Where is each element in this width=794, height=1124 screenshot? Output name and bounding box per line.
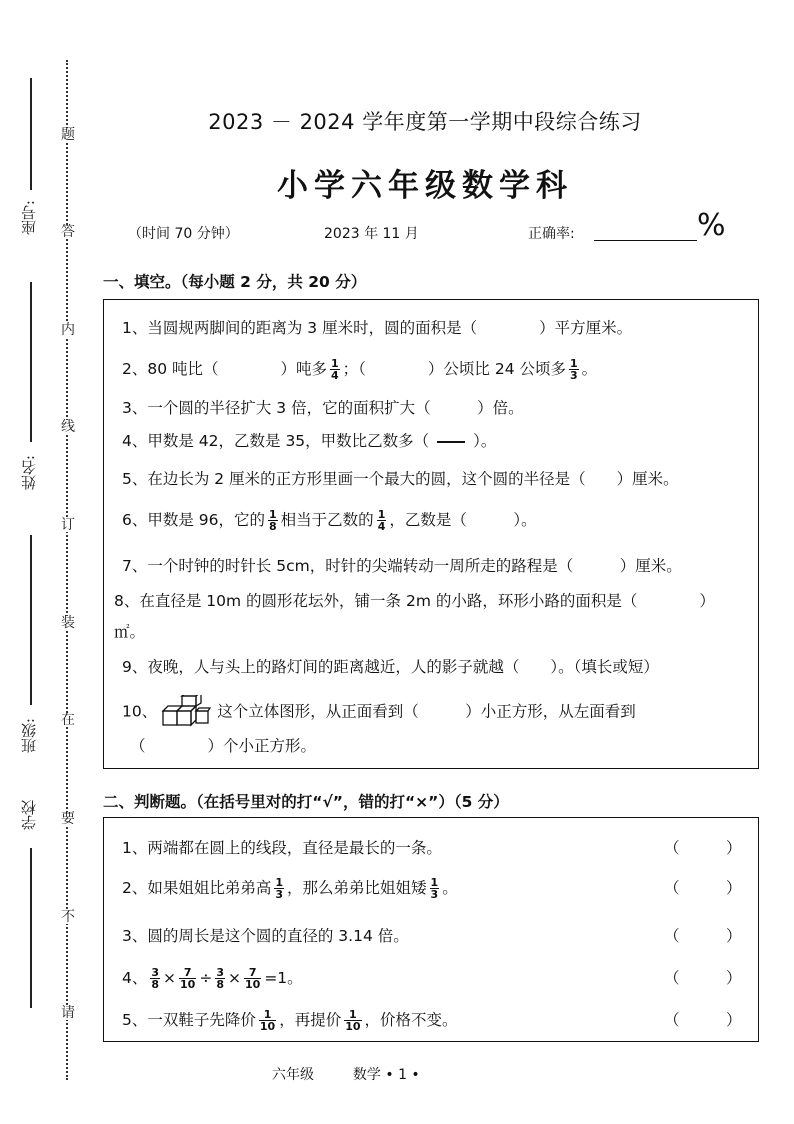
seal-char: 装 [61,615,75,631]
fraction: $\frac{1}{3}$ [430,876,439,901]
name-label: 姓名: [20,455,38,491]
s2-question-1: 1、两端都在圆上的线段，直径是最长的一条。 [122,839,442,857]
page-footer [272,1064,420,1084]
footer-subject: 数学 • 1 • [352,1067,420,1083]
rate-blank[interactable] [594,240,697,241]
seal-char: 不 [61,909,75,925]
s1-question-1: 1、当圆规两脚间的距离为 3 厘米时，圆的面积是（ ）平方厘米。 [122,319,633,337]
seal-char: 请 [61,1005,75,1021]
answer-paren[interactable]: （ ） [664,879,742,897]
seat-label: 座号: [20,200,38,236]
fraction: $\frac{7}{10}$ [180,966,196,991]
fraction-bar [437,441,465,443]
section2-title: 二、判断题。（在括号里对的打“√”，错的打“×”）（5 分） [103,793,509,811]
seal-char: 在 [61,712,75,728]
seal-char: 题 [61,127,75,143]
exam-title: 小学六年级数学科 [277,168,573,204]
s1-question-6: 6、甲数是 96，它的 $\frac{1}{8}$ 相当于乙数的 $\frac{1}{4}$ ，乙数是（ ）。 [122,508,537,533]
s2-question-5: 5、一双鞋子先降价 $\frac{1}{10}$ ，再提价 $\frac{1}{10}$ ，价格不变。 [122,1008,458,1033]
s1-question-8: 8、在直径是 10m 的圆形花坛外，铺一条 2m 的小路，环形小路的面积是（ ） [114,592,715,610]
fraction: $\frac{3}{8}$ [216,966,224,991]
class-line [30,535,32,705]
school-line [30,848,32,1008]
answer-paren[interactable]: （ ） [664,1011,742,1029]
fraction: $\frac{1}{10}$ [345,1008,361,1033]
fraction: $\frac{1}{10}$ [259,1008,276,1033]
s2-question-2: 2、如果姐姐比弟弟高 $\frac{1}{3}$ ，那么弟弟比姐姐矮 $\frac{1}{3}$ 。 [122,876,458,901]
section1-title: 一、填空。（每小题 2 分，共 20 分） [103,273,367,291]
fraction: $\frac{1}{4}$ [377,508,386,533]
class-label: 班级: [20,718,38,754]
seal-dotted-line [66,60,68,1080]
exam-subtitle: 2023 － 2024 学年度第一学期中段综合练习 [208,110,642,134]
name-line [30,282,32,442]
seal-char: 订 [61,517,75,533]
seal-char: 线 [61,419,75,435]
s1-question-2: 2、80 吨比（ ）吨多 $\frac{1}{4}$ ；（ ）公顷比 24 公顷多 $\frac{1}{3}$ 。 [122,357,598,382]
exam-date: 2023 年 11 月 [324,226,419,242]
rate-label: 正确率: [528,226,575,242]
fraction: $\frac{1}{3}$ [570,357,578,382]
s1-question-4: 4、甲数是 42，乙数是 35，甲数比乙数多（ ）。 [122,432,497,450]
fraction: $\frac{3}{8}$ [151,966,160,991]
fraction: $\frac{7}{10}$ [245,966,261,991]
s1-question-8-unit: ㎡。 [114,623,146,641]
school-label: 学校 [20,800,38,830]
seal-char: 内 [61,322,75,338]
seal-char: 答 [61,224,75,240]
s1-question-5: 5、在边长为 2 厘米的正方形里画一个最大的圆，这个圆的半径是（ ）厘米。 [122,470,679,488]
fraction: $\frac{1}{3}$ [275,876,284,901]
footer-grade: 六年级 [272,1067,314,1083]
s2-question-4: 4、 $\frac{3}{8}$ × $\frac{7}{10}$ ÷ $\frac{3}{8}$ × $\frac{7}{10}$ =1。 [122,966,303,991]
seal-char: 要 [61,811,75,827]
fraction: $\frac{1}{4}$ [331,357,339,382]
s1-question-10: 10、 这个立体图形，从正面看到（ ）小正方形，从左面看到 [122,695,636,729]
answer-paren[interactable]: （ ） [664,927,742,945]
answer-paren[interactable]: （ ） [664,969,742,987]
s1-question-9: 9、夜晚，人与头上的路灯间的距离越近，人的影子就越（ ）。（填长或短） [122,658,659,676]
s1-question-3: 3、一个圆的半径扩大 3 倍，它的面积扩大（ ）倍。 [122,399,524,417]
fraction: $\frac{1}{8}$ [269,508,277,533]
s2-question-3: 3、圆的周长是这个圆的直径的 3.14 倍。 [122,927,409,945]
answer-paren[interactable]: （ ） [664,839,742,857]
percent-sign: % [697,208,726,243]
exam-time: （时间 70 分钟） [128,226,239,242]
section2-box [103,817,759,1042]
s1-question-7: 7、一个时钟的时针长 5cm，时针的尖端转动一周所走的路程是（ ）厘米。 [122,557,682,575]
cubes-figure-icon [161,695,211,729]
s1-question-10-cont: （ ）个小正方形。 [130,737,317,755]
section1-box [103,299,759,769]
